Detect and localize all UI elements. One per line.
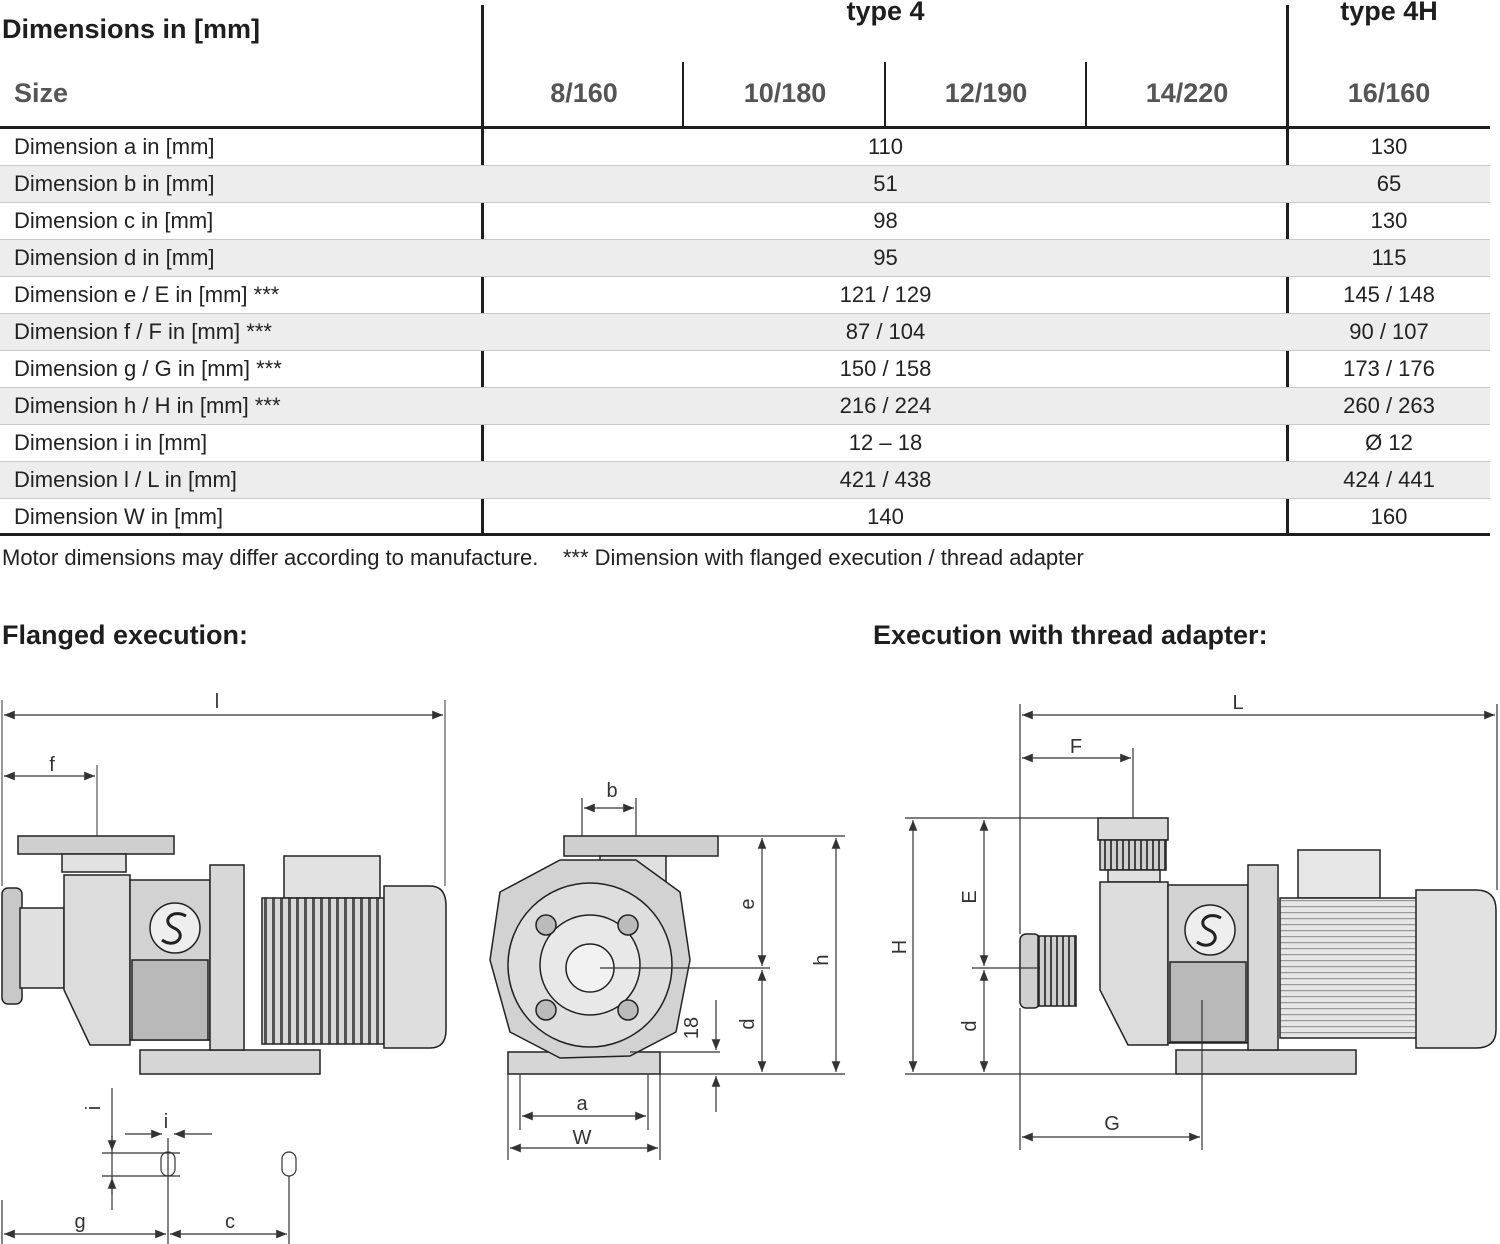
type4h-value: 145 / 148 — [1343, 282, 1435, 307]
type4-value: 216 / 224 — [839, 393, 932, 418]
row-label: Dimension a in [mm] — [14, 134, 215, 159]
size-header: 16/160 — [1347, 78, 1431, 108]
table-row — [0, 203, 1490, 240]
flanged-side-view — [2, 836, 446, 1074]
dimensions-table — [0, 0, 1490, 540]
row-label: Dimension h / H in [mm] *** — [14, 393, 281, 418]
type4-value: 110 — [867, 134, 904, 159]
type4-value: 150 / 158 — [839, 356, 932, 381]
slot-hole — [282, 1152, 296, 1176]
table-row — [0, 129, 1490, 166]
type4h-value: 260 / 263 — [1343, 393, 1435, 418]
type4h-value: 424 / 441 — [1343, 467, 1435, 492]
thread-side-view — [1020, 818, 1496, 1074]
row-label: Dimension i in [mm] — [14, 430, 208, 455]
type4h-value: 90 / 107 — [1349, 319, 1429, 344]
bolt — [618, 915, 638, 935]
fan-cover — [384, 886, 446, 1048]
type4h-value: 173 / 176 — [1343, 356, 1435, 381]
dim-label-G: G — [1104, 1113, 1120, 1135]
dim-label-a: a — [576, 1093, 588, 1115]
dim-label-h: h — [811, 954, 833, 966]
dim-label-l: l — [214, 691, 220, 713]
suction-flange — [2, 888, 22, 1004]
bottom-rule — [0, 533, 1490, 536]
thread-magnet-housing — [1170, 962, 1246, 1042]
section-title-flanged: Flanged execution: — [2, 620, 249, 650]
type4-value: 51 — [873, 171, 898, 196]
group-header-type4: type 4 — [846, 0, 925, 26]
suction-adapter — [1020, 934, 1040, 1008]
column-divider — [884, 62, 886, 127]
row-label: Dimension e / E in [mm] *** — [14, 282, 280, 307]
pump-casing — [64, 875, 130, 1045]
flanged-foot-detail — [2, 1088, 296, 1244]
table-row — [0, 351, 1490, 388]
terminal-box — [284, 856, 380, 898]
suction-nozzle — [20, 908, 64, 988]
size-header: 14/220 — [1145, 78, 1229, 108]
row-label: Dimension l / L in [mm] — [14, 467, 237, 492]
dim-label-W: W — [572, 1127, 592, 1149]
type4-value: 95 — [873, 245, 898, 270]
type4h-value: Ø 12 — [1365, 430, 1413, 455]
type4h-value: 65 — [1376, 171, 1402, 196]
dim-label-F: F — [1069, 736, 1083, 758]
table-row — [0, 240, 1490, 277]
dim-label-d: d — [737, 1018, 759, 1030]
column-divider — [682, 62, 684, 127]
discharge-neck — [62, 854, 126, 872]
technical-drawings — [0, 660, 1500, 1244]
table-row — [0, 277, 1490, 314]
table-row — [0, 425, 1490, 462]
baseplate — [140, 1050, 320, 1074]
thread-pump-casing — [1100, 882, 1168, 1045]
thread-motor-body — [1280, 898, 1420, 1038]
motor-body — [262, 898, 384, 1044]
table-title: Dimensions in [mm] — [2, 14, 261, 44]
thread-motor-flange — [1248, 865, 1278, 1050]
dim-label-H: H — [889, 939, 911, 955]
table-row — [0, 166, 1490, 203]
motor-flange — [210, 865, 244, 1050]
bolt — [618, 1000, 638, 1020]
section-title-thread: Execution with thread adapter: — [873, 620, 1268, 650]
group-header-type4h: type 4H — [1340, 0, 1438, 26]
size-header: 8/160 — [550, 78, 618, 108]
row-label: Dimension b in [mm] — [14, 171, 215, 196]
table-row — [0, 462, 1490, 499]
row-label: Dimension c in [mm] — [14, 208, 214, 233]
row-label: Dimension d in [mm] — [14, 245, 215, 270]
dim-label-b: b — [606, 780, 618, 802]
type4-value: 87 / 104 — [845, 319, 926, 344]
dim-label-18: 18 — [681, 1016, 703, 1040]
size-header: 10/180 — [743, 78, 827, 108]
suction-adapter-thread — [1038, 936, 1076, 1006]
table-row — [0, 314, 1490, 351]
dim-label-i-horizontal: i — [163, 1111, 169, 1133]
size-label: Size — [14, 78, 69, 108]
discharge-flange — [18, 836, 174, 854]
footnote: Motor dimensions may differ according to manufacture. *** Dimension with flanged execution / thread adapter — [2, 545, 1084, 570]
type4-value: 98 — [873, 208, 898, 233]
dim-label-f: f — [49, 754, 55, 776]
type4h-value: 160 — [1370, 504, 1408, 529]
discharge-adapter-neck — [1108, 870, 1160, 882]
thread-terminal-box — [1298, 850, 1380, 898]
dim-label-d-thread: d — [959, 1020, 981, 1032]
table-row — [0, 388, 1490, 425]
type4h-value: 130 — [1370, 208, 1408, 233]
table-row — [0, 499, 1490, 536]
type4h-value: 130 — [1370, 134, 1408, 159]
discharge-adapter-thread — [1100, 840, 1166, 870]
type4-value: 12 – 18 — [848, 430, 923, 455]
bolt — [536, 1000, 556, 1020]
size-header: 12/190 — [944, 78, 1028, 108]
dim-label-E: E — [959, 890, 981, 904]
dim-label-L: L — [1232, 692, 1244, 714]
magnet-housing — [132, 960, 208, 1040]
type4-value: 121 / 129 — [839, 282, 932, 307]
thread-fan-cover — [1416, 890, 1496, 1048]
dim-label-e: e — [737, 898, 759, 910]
column-divider — [1085, 62, 1087, 127]
thread-baseplate — [1176, 1050, 1356, 1074]
row-label: Dimension g / G in [mm] *** — [14, 356, 282, 381]
discharge-adapter — [1098, 818, 1168, 840]
row-label: Dimension f / F in [mm] *** — [14, 319, 272, 344]
dim-label-c: c — [225, 1211, 235, 1233]
row-label: Dimension W in [mm] — [14, 504, 224, 529]
dim-label-g: g — [74, 1211, 86, 1233]
type4-value: 140 — [867, 504, 904, 529]
front-discharge-flange — [564, 836, 718, 856]
type4h-value: 115 — [1371, 245, 1407, 270]
type4-value: 421 / 438 — [839, 467, 932, 492]
bolt — [536, 915, 556, 935]
dim-label-i-vertical: i — [83, 1105, 105, 1111]
